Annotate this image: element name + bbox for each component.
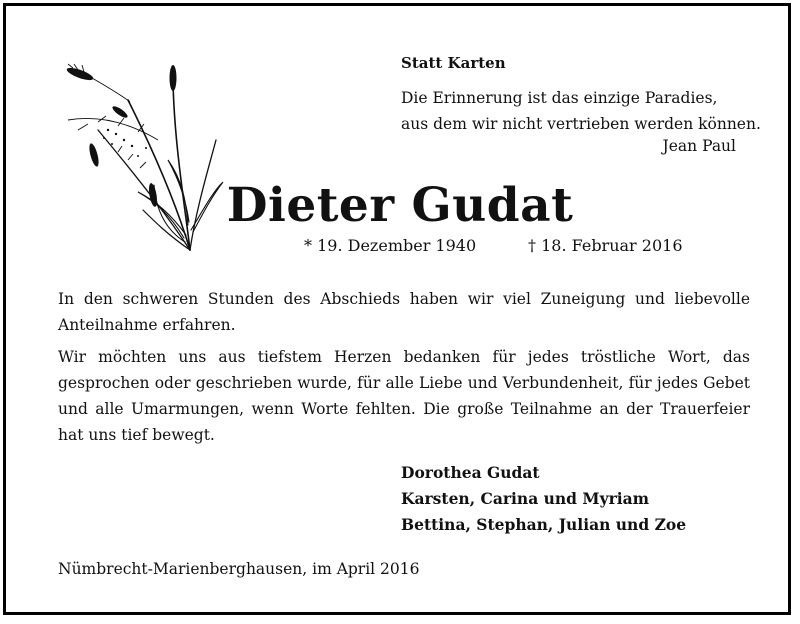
birth-date: * 19. Dezember 1940 [304,236,477,255]
quote-line: Die Erinnerung ist das einzige Paradies, [401,89,718,107]
signer-line: Karsten, Carina und Myriam [401,489,650,508]
notice-heading: Statt Karten [401,54,506,72]
paragraph-gratitude: Wir möchten uns aus tiefstem Herzen bedanken für jedes tröstliche Wort, das gesprochen oder geschrieben wurde, für alle Liebe und Verbundenheit, für jedes Gebet und alle Umarmungen, wenn Worte fehlten. Die große Teilnahme an der Trauerfeier hat uns tief bewegt. [58,348,750,444]
signer-line: Dorothea Gudat [401,463,540,482]
paragraph-thanks: In den schweren Stunden des Abschieds haben wir viel Zuneigung und liebevolle Anteilnahme erfahren. [58,290,750,334]
signers [401,460,686,538]
quote-author: Jean Paul [662,137,736,155]
quote [401,85,761,137]
signer-line: Bettina, Stephan, Julian und Zoe [401,515,687,534]
deceased-name: Dieter Gudat [226,178,574,233]
quote-line: aus dem wir nicht vertrieben werden können. [401,115,761,133]
death-date: † 18. Februar 2016 [528,236,683,255]
place-date: Nümbrecht-Marienberghausen, im April 2016 [58,560,420,578]
notice-frame [3,3,791,615]
